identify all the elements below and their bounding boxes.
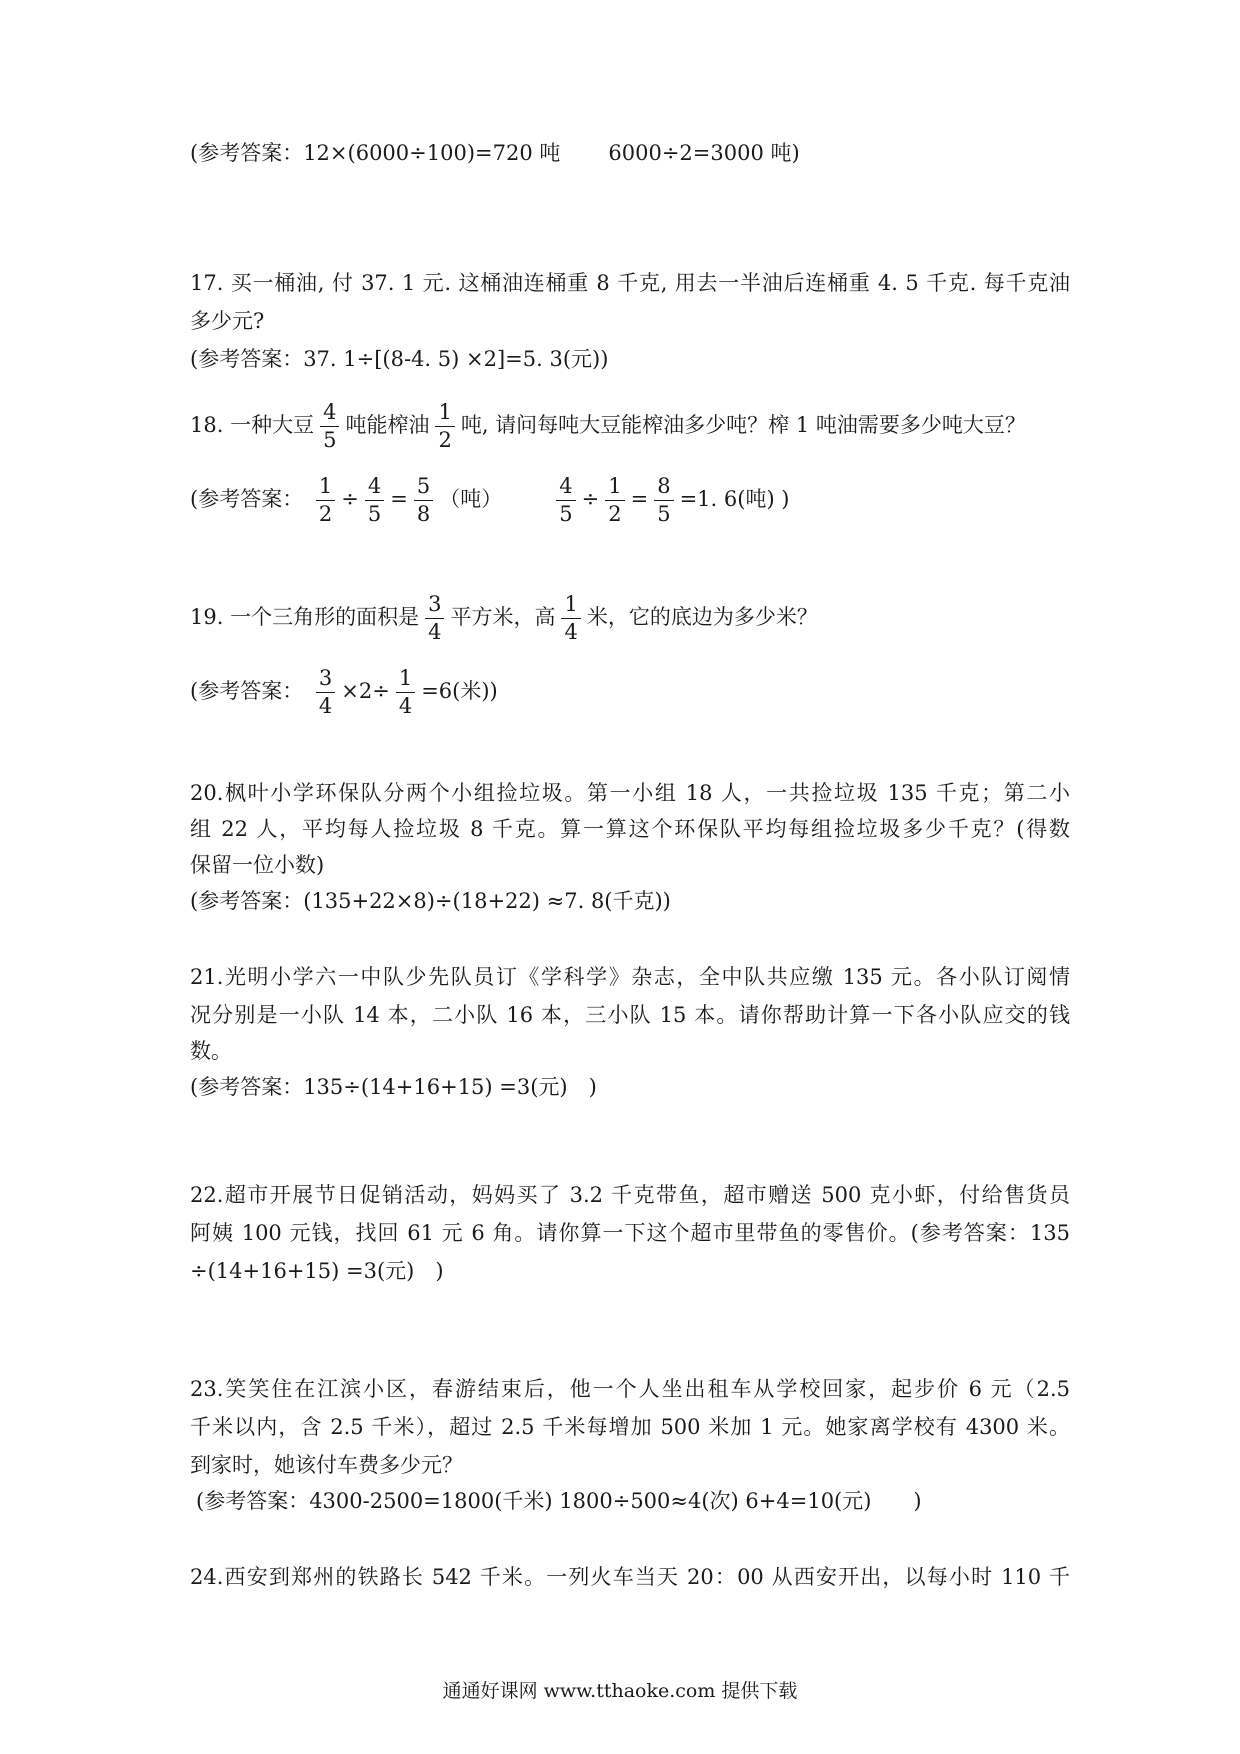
answer-21: (参考答案：135÷(14+16+15) =3(元) ) — [190, 1075, 597, 1099]
page-footer: 通通好课网 www.tthaoke.com 提供下载 — [442, 1680, 798, 1702]
question-21-line-1: 21.光明小学六一中队少先队员订《学科学》杂志，全中队共应缴 135 元。各小队订阅情 — [190, 965, 1070, 989]
question-18: 18. 一种大豆 $\frac{4}{5}$ 吨能榨油 $\frac{1}{2}$ 吨, 请问每吨大豆能榨油多少吨？榨 1 吨油需要多少吨大豆？ — [190, 400, 1026, 452]
fraction: $\frac{4}{5}$ — [365, 476, 384, 525]
fraction: $\frac{8}{5}$ — [654, 476, 673, 525]
question-24-line-1: 24.西安到郑州的铁路长 542 千米。一列火车当天 20：00 从西安开出，以每小时 110 千 — [190, 1565, 1070, 1589]
fraction: $\frac{1}{4}$ — [561, 594, 580, 643]
question-23-line-3: 到家时，她该付车费多少元？ — [190, 1453, 463, 1477]
question-17-line-2: 多少元? — [190, 309, 265, 333]
fraction: $\frac{3}{4}$ — [316, 668, 335, 717]
question-22-line-2: 阿姨 100 元钱，找回 61 元 6 角。请你算一下这个超市里带鱼的零售价。(参考答案：135 — [190, 1221, 1070, 1245]
fraction: $\frac{1}{4}$ — [396, 668, 415, 717]
question-22-line-1: 22.超市开展节日促销活动，妈妈买了 3.2 千克带鱼，超市赠送 500 克小虾，付给售货员 — [190, 1183, 1070, 1207]
answer-16-part-b: 6000÷2=3000 吨) — [608, 141, 800, 165]
fraction: $\frac{1}{2}$ — [435, 402, 454, 451]
fraction: $\frac{4}{5}$ — [556, 476, 575, 525]
answer-18: (参考答案： $\frac{1}{2}$ ÷ $\frac{4}{5}$ = $\frac{5}{8}$ （吨） $\frac{4}{5}$ ÷ $\frac{1}{2}$ = $\frac{8}{5}$ =1. 6(吨) ) — [190, 474, 790, 526]
answer-23: (参考答案：4300-2500=1800(千米) 1800÷500≈4(次) 6+4=10(元) ) — [196, 1489, 922, 1513]
question-21-line-2: 况分别是一小队 14 本，二小队 16 本，三小队 15 本。请你帮助计算一下各小队应交的钱 — [190, 1003, 1070, 1027]
question-20-line-2: 组 22 人，平均每人捡垃圾 8 千克。算一算这个环保队平均每组捡垃圾多少千克？(得数 — [190, 817, 1070, 841]
answer-16 — [190, 138, 1070, 168]
question-19: 19. 一个三角形的面积是 $\frac{3}{4}$ 平方米，高 $\frac{1}{4}$ 米，它的底边为多少米？ — [190, 592, 818, 644]
question-22-line-3: ÷(14+16+15) =3(元) ) — [190, 1259, 444, 1283]
question-20-line-3: 保留一位小数) — [190, 853, 325, 877]
fraction: $\frac{4}{5}$ — [320, 402, 339, 451]
question-23-line-2: 千米以内，含 2.5 千米），超过 2.5 千米每增加 500 米加 1 元。她家离学校有 4300 米。 — [190, 1415, 1070, 1439]
question-20-line-1: 20.枫叶小学环保队分两个小组捡垃圾。第一小组 18 人，一共捡垃圾 135 千克；第二小 — [190, 781, 1070, 805]
answer-16-part-a: (参考答案：12×(6000÷100)=720 吨 — [190, 141, 561, 165]
fraction: $\frac{1}{2}$ — [605, 476, 624, 525]
answer-19: (参考答案： $\frac{3}{4}$ ×2÷ $\frac{1}{4}$ =6(米)) — [190, 666, 498, 718]
answer-20: (参考答案：(135+22×8)÷(18+22) ≈7. 8(千克)) — [190, 889, 671, 913]
fraction: $\frac{5}{8}$ — [414, 476, 433, 525]
answer-17: (参考答案：37. 1÷[(8-4. 5) ×2]=5. 3(元)) — [190, 347, 609, 371]
question-21-line-3: 数。 — [190, 1039, 232, 1063]
fraction: $\frac{1}{2}$ — [316, 476, 335, 525]
question-17-line-1: 17. 买一桶油, 付 37. 1 元. 这桶油连桶重 8 千克, 用去一半油后连桶重 4. 5 千克. 每千克油 — [190, 271, 1070, 295]
fraction: $\frac{3}{4}$ — [425, 594, 444, 643]
question-23-line-1: 23.笑笑住在江滨小区，春游结束后，他一个人坐出租车从学校回家，起步价 6 元（2.5 — [190, 1377, 1070, 1401]
